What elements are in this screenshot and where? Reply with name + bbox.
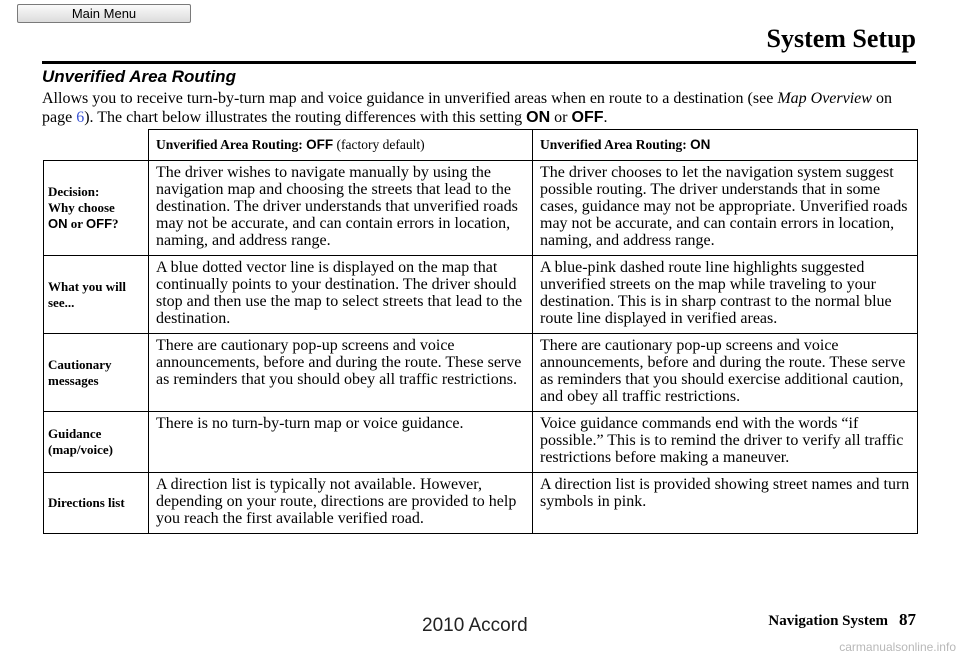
row-label-what-you-see: What you will see... <box>44 256 149 334</box>
on-setting: ON <box>526 109 551 126</box>
col-off-note: (factory default) <box>333 137 425 152</box>
intro-text-2: on page <box>42 90 892 126</box>
row-label-guidance: Guidance (map/voice) <box>44 412 149 473</box>
table-row <box>44 256 918 334</box>
table-row <box>44 161 918 256</box>
cell-off: The driver wishes to navigate manually by using the navigation map and choosing the streets that lead to the destination. The driver understands that unverified roads may not be accurate, and can contain errors in location, naming, and address range. <box>149 161 533 256</box>
col-off-value: OFF <box>306 137 334 152</box>
section-heading: Unverified Area Routing <box>42 67 236 86</box>
table-row <box>44 473 918 534</box>
cell-on: There are cautionary pop-up screens and voice announcements, before and during the route. These serve as reminders that you should exercise additional caution, and obey all traffic restrictions. <box>533 334 918 412</box>
table-header-row <box>44 130 918 161</box>
col-header-on: Unverified Area Routing: ON <box>533 130 918 161</box>
page-link[interactable]: 6 <box>76 109 85 126</box>
col-header-off: Unverified Area Routing: OFF (factory default) <box>149 130 533 161</box>
routing-comparison-table <box>43 129 918 534</box>
cell-on: A direction list is provided showing street names and turn symbols in pink. <box>533 473 918 534</box>
intro-text-3: ). The chart below illustrates the routing differences with this setting <box>84 109 527 126</box>
intro-paragraph <box>42 89 922 127</box>
cell-on: Voice guidance commands end with the words “if possible.” This is to remind the driver to verify all traffic restrictions before making a maneuver. <box>533 412 918 473</box>
model-label: 2010 Accord <box>422 615 528 636</box>
intro-reference: Map Overview <box>777 90 872 107</box>
cell-off: A direction list is typically not available. However, depending on your route, directions are provided to help you reach the first available verified road. <box>149 473 533 534</box>
cell-off: A blue dotted vector line is displayed on the map that continually points to your destination. The driver should stop and then use the map to select streets that lead to the destination. <box>149 256 533 334</box>
intro-or: or <box>550 109 572 126</box>
page-title: System Setup <box>766 24 916 53</box>
empty-corner-cell <box>44 130 149 161</box>
row-label-decision: Decision: Why choose ON or OFF? <box>44 161 149 256</box>
intro-text-1: Allows you to receive turn-by-turn map and voice guidance in unverified areas when en route to a destination (see <box>42 90 778 107</box>
main-menu-button[interactable]: Main Menu <box>17 4 191 23</box>
cell-off: There is no turn-by-turn map or voice guidance. <box>149 412 533 473</box>
page-number: 87 <box>899 610 916 629</box>
row-label-cautionary: Cautionary messages <box>44 334 149 412</box>
cell-on: The driver chooses to let the navigation system suggest possible routing. The driver understands that in some cases, guidance may not be appropriate. Unverified roads may not be accurate, and can contain errors in location, naming, and address range. <box>533 161 918 256</box>
table-row <box>44 334 918 412</box>
watermark: carmanualsonline.info <box>839 640 956 654</box>
col-on-value: ON <box>690 137 711 152</box>
row-label-directions: Directions list <box>44 473 149 534</box>
title-rule <box>42 61 916 64</box>
table-row <box>44 412 918 473</box>
footer-section-label: Navigation System <box>768 613 888 629</box>
intro-end: . <box>603 109 608 126</box>
cell-on: A blue-pink dashed route line highlights suggested unverified streets on the map while traveling to your destination. This is in sharp contrast to the normal blue route line displayed in verified areas. <box>533 256 918 334</box>
off-setting: OFF <box>571 109 604 126</box>
cell-off: There are cautionary pop-up screens and voice announcements, before and during the route. These serve as reminders that you should obey all traffic restrictions. <box>149 334 533 412</box>
